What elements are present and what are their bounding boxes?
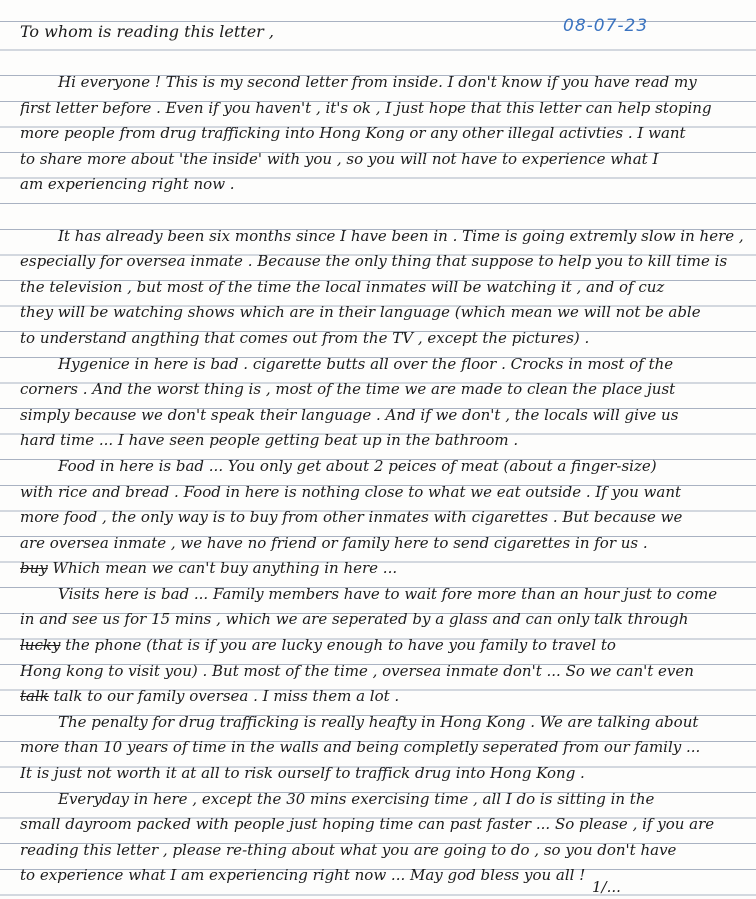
letter-line: they will be watching shows which are in their language (which mean we will not be able	[20, 303, 701, 322]
letter-line: Hi everyone ! This is my second letter from inside. I don't know if you have read my	[58, 73, 697, 91]
crossed-out-word: buy	[20, 559, 48, 578]
letter-line: Everyday in here , except the 30 mins exercising time , all I do is sitting in the	[58, 789, 655, 808]
letter-line: The penalty for drug trafficking is really heafty in Hong Kong . We are talking about	[58, 712, 699, 731]
letter-line: simply because we don't speak their language . And if we don't , the locals will give us	[20, 405, 679, 424]
crossed-out-word: talk	[20, 687, 49, 706]
letter-line: small dayroom packed with people just hoping time can past faster ... So please , if you are	[20, 815, 715, 834]
letter-line: Hong kong to visit you) . But most of the time , oversea inmate don't ... So we can't even	[20, 661, 694, 680]
letter-line	[20, 684, 746, 710]
letter-line: reading this letter , please re-thing about what you are going to do , so you don't have	[20, 840, 677, 859]
letter-line: to understand angthing that comes out from the TV , except the pictures) .	[20, 328, 590, 347]
letter-line: Hygenice in here is bad . cigarette butts all over the floor . Crocks in most of the	[58, 354, 674, 373]
letter-line: to experience what I am experiencing right now ... May god bless you all !	[20, 866, 586, 885]
crossed-out-word: lucky	[20, 636, 61, 655]
letter-line: in and see us for 15 mins , which we are seperated by a glass and can only talk through	[20, 610, 689, 629]
letter-line-text: the phone (that is if you are lucky enough to have you family to travel to	[65, 636, 616, 655]
letter-date: 08-07-23	[563, 16, 649, 36]
letter-line: Food in here is bad ... You only get about 2 peices of meat (about a finger-size)	[58, 456, 657, 475]
letter-line: more food , the only way is to buy from other inmates with cigarettes . But because we	[20, 508, 683, 527]
letter-line: more people from drug trafficking into Hong Kong or any other illegal activties . I want	[20, 124, 686, 143]
letter-line: especially for oversea inmate . Because the only thing that suppose to help you to kill time is	[20, 252, 728, 271]
letter-line	[20, 633, 746, 659]
letter-line: to share more about 'the inside' with you , so you will not have to experience what I	[20, 149, 659, 168]
letter-line: first letter before . Even if you haven't , it's ok , I just hope that this letter can help stoping	[20, 98, 712, 117]
letter-line: are oversea inmate , we have no friend or family here to send cigarettes in for us .	[20, 533, 648, 552]
letter-line: Visits here is bad ... Family members have to wait fore more than an hour just to come	[58, 584, 718, 603]
letter-line: am experiencing right now .	[20, 175, 235, 194]
letter-line-text: talk to our family oversea . I miss them a lot .	[53, 687, 400, 706]
letter-line: corners . And the worst thing is , most of the time we are made to clean the place just	[20, 380, 676, 399]
letter-line-blank	[20, 198, 746, 224]
letter-line	[20, 556, 746, 582]
letter-body	[20, 70, 746, 889]
letter-line: It has already been six months since I have been in . Time is going extremly slow in here ,	[58, 226, 744, 245]
letter-line: with rice and bread . Food in here is nothing close to what we eat outside . If you want	[20, 482, 682, 501]
letter-closing: 1/...	[592, 878, 621, 894]
letter-line-text: Which mean we can't buy anything in here ...	[52, 559, 398, 578]
letter-line: the television , but most of the time the local inmates will be watching it , and of cuz	[20, 277, 665, 296]
letter-salutation: To whom is reading this letter ,	[20, 22, 274, 41]
letter-line: It is just not worth it at all to risk ourself to traffick drug into Hong Kong .	[20, 764, 585, 783]
letter-line: hard time ... I have seen people getting beat up in the bathroom .	[20, 431, 519, 450]
letter-line: more than 10 years of time in the walls and being completly seperated from our family ...	[20, 738, 701, 757]
